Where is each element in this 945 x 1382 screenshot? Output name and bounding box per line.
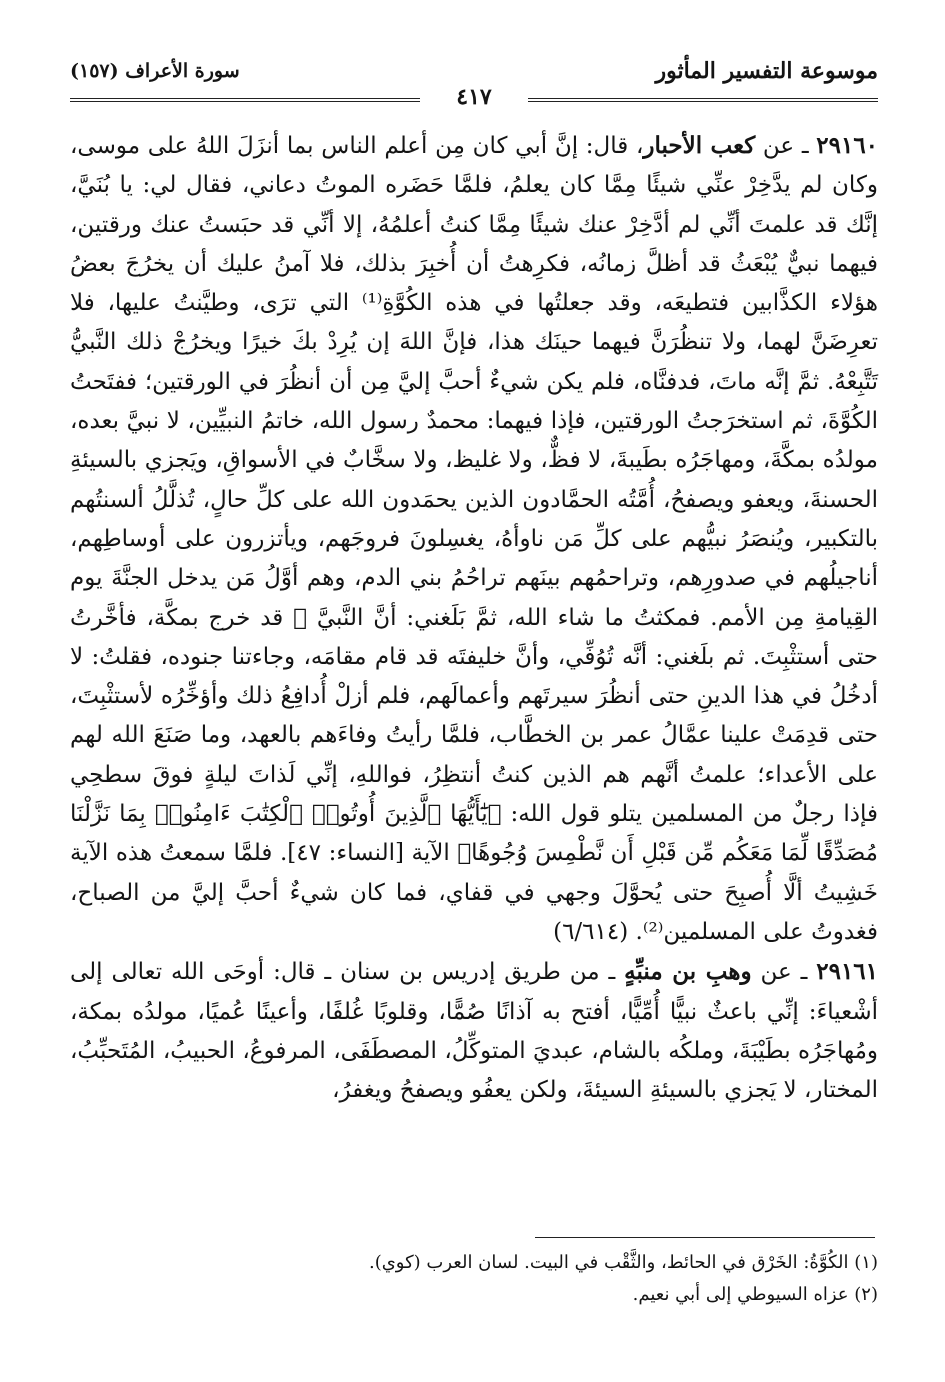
entry-source: وهبِ بن منبِّهٍ <box>624 958 752 986</box>
entry-number: ٢٩١٦٠ <box>816 132 879 159</box>
book-title: موسوعة التفسير المأثور <box>655 58 878 84</box>
entry-source: كعب الأحبار <box>643 132 756 159</box>
entry-text: ، قال: إنَّ أبي كان مِن أعلم الناس بما أنزَلَ اللهُ على موسى، وكان لم يدَّخِرْ عنِّي شيئًا مِمَّا كان يعلمُ، فلمَّا حَضَره الموتُ دعاني، فقال لي: يا بُنَيَّ، إنَّك قد علمتَ أنِّي لم أدَّخِرْ عنك شيئًا مِمَّا كنتُ أعلمُهُ، إلا أنِّي قد حبَستُ عنك ورقتين، فيهما نبيٌّ يُبْعَثُ قد أظلَّ زمانُه، فكرِهتُ أن أُخبِرَ بذلك، فلا آمنُ عليك أن يخرُجَ بعضُ هؤلاء الكذَّابين فتطيعَه، وقد جعلتُها في هذه الكُوَّةِ⁽¹⁾ التي ترَى، وطيَّنتُ عليها، فلا تعرِضَنَّ لهما، ولا تنظُرَنَّ فيهما حينَك هذا، فإنَّ اللهَ إن يُرِدْ بكَ خيرًا ويخرُجْ ذلك النَّبيُّ تَتَّبِعْهُ. ثمَّ إنَّه ماتَ، فدفنَّاه، فلم يكن شيءٌ أحبَّ إليَّ مِن أن أنظُرَ في الورقتين؛ ففتَحتُ الكُوَّةَ، ثم استخرَجتُ الورقتين، فإذا فيهما: محمدٌ رسول الله، خاتمُ النبيِّين، لا نبيَّ بعده، مولدُه بمكَّةَ، ومهاجَرُه بطَيبةَ، لا فظٌّ، ولا غليظ، ولا سخَّابٌ في الأسواقِ، ويَجزي بالسيئةِ الحسنةَ، ويعفو ويصفحُ، أُمَّتُه الحمَّادون الذين يحمَدون الله على كلِّ حالٍ، تُذلَّلُ ألسنتُهم بالتكبير، ويُنصَرُ نبيُّهم على كلِّ مَن ناوأهُ، يغسِلونَ فروجَهم، ويأتزرون على أوساطِهم، أناجيلُهم في صدورِهم، وتراحمُهم بينَهم تراحُمُ بني الدم، وهم أوَّلُ مَن يدخل الجنَّةَ يوم القِيامةِ مِن الأمم. فمكثتُ ما شاء الله، ثمَّ بَلَغني: أنَّ النَّبيَّ ﷺ قد خرج بمكَّة، فأخَّرتُ حتى أستثْبِتَ. ثم بلَغني: أنَّه تُوُفِّي، وأنَّ خليفتَه قد قام مقامَه، وجاءتنا جنوده، فقلتُ: لا أدخُلُ في هذا الدينِ حتى أنظُرَ سيرتَهم وأعمالَهم، فلم أزلْ أُدافِعُ ذلك وأؤخِّرُه لأستثْبِتَ، حتى قدِمَتْ علينا عمَّالُ عمر بن الخطَّاب، فلمَّا رأيتُ وفاءَهم بالعهد، وما صَنَعَ الله لهم على الأعداء؛ علمتُ أنَّهم هم الذين كنتُ أنتظِرُ، فواللهِ، إنِّي لَذاتَ ليلةٍ فوقَ سطحِي فإذا رجلٌ من المسلمين يتلو قول الله: ﴿يَٰٓأَيُّهَا ٱلَّذِينَ أُوتُوا۟ ٱلْكِتَٰبَ ءَامِنُوا۟ بِمَا نَزَّلْنَا مُصَدِّقًا لِّمَا مَعَكُم مِّن قَبْلِ أَن نَّطْمِسَ وُجُوهًا﴾ الآية [النساء: ٤٧]. فلمَّا سمعتُ هذه الآية خَشِيتُ ألَّا أُصبِحَ حتى يُحوَّلَ وجهي في قفاي، فما كان شيءٌ أحبَّ إليَّ من الصباح، فغدوتُ على المسلمين⁽²⁾. (٦/٦١٤) <box>70 133 879 945</box>
page-number: ٤١٧ <box>456 84 492 110</box>
entry-prefix: ـ عن <box>762 133 809 159</box>
page-header <box>70 58 878 110</box>
header-rule-left <box>70 98 420 102</box>
surah-label: سورة الأعراف (١٥٧) <box>70 60 240 82</box>
footnotes <box>70 1247 878 1311</box>
entry-text: ـ من طريق إدريس بن سنان ـ قال: أوحَى الله تعالى إلى أشْعياءَ: إنِّي باعثٌ نبيًّا أُمِّيًّا، أفتح به آذانًا صُمًّا، وقلوبًا غُلفًا، وأعينًا عُميًا، مولدُه بمكة، ومُهاجَرُه بطَيْبَةَ، وملكُه بالشام، عبديَ المتوكِّلُ، المصطَفَى، المرفوعُ، الحبيبُ، المُتَحبِّبُ، المختار، لا يَجزي بالسيئةِ السيئةَ، ولكن يعفُو ويصفحُ ويغفرُ، <box>70 959 878 1104</box>
header-rule-right <box>528 98 878 102</box>
entry-number: ٢٩١٦١ <box>816 958 879 986</box>
hadith-entry <box>70 126 878 952</box>
footnote: (١) الكُوَّةُ: الخَرْق في الحائط، والثَّقْب في البيت. لسان العرب (كوي). <box>368 1252 878 1273</box>
entry-prefix: ـ عن <box>760 959 808 986</box>
footnote-divider <box>535 1237 875 1238</box>
main-text <box>70 126 878 1110</box>
hadith-entry <box>70 952 878 1110</box>
footnote: (٢) عزاه السيوطي إلى أبي نعيم. <box>632 1284 878 1305</box>
